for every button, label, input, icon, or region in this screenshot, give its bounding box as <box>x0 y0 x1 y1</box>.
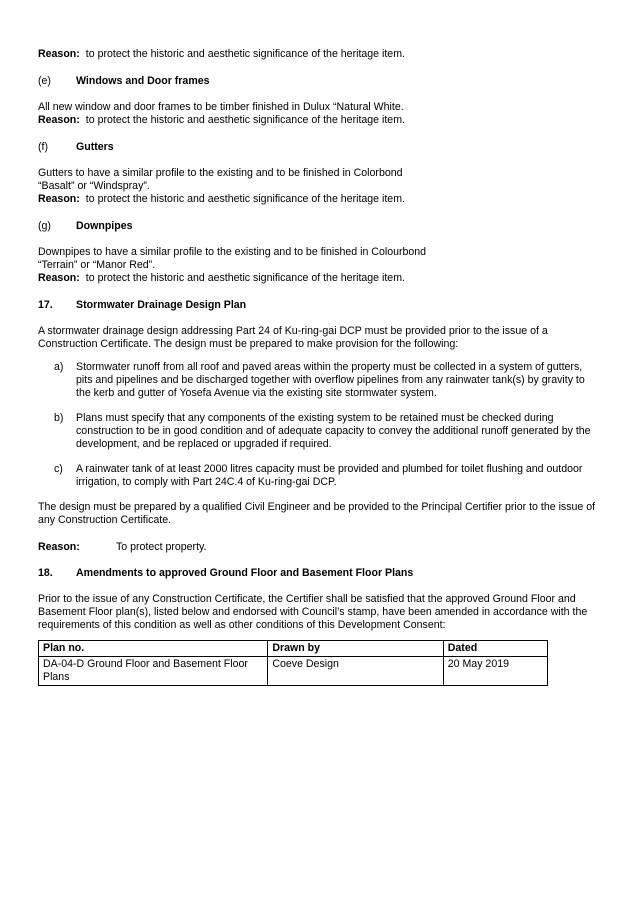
list-item <box>54 412 600 451</box>
table-cell: 20 May 2019 <box>443 657 547 686</box>
section-17-closing: The design must be prepared by a qualified Civil Engineer and be provided to the Principal Certifier prior to the issue of any Construction Certificate. <box>38 501 596 526</box>
paragraph-line: “Basalt” or “Windspray”. <box>38 180 150 192</box>
list-item-text: Plans must specify that any components of the existing system to be retained must be checked during construction to be in good condition and of adequate capacity to convey the additional runoff generated by the development, and be replaced or upgraded if required. <box>76 412 591 450</box>
paragraph-f <box>38 167 600 193</box>
column-header-plan-no: Plan no. <box>39 641 268 657</box>
list-item-text: Stormwater runoff from all roof and paved areas within the property must be collected in a system of gutters, pits and pipelines and be discharged together with overflow pipelines from any rainwater tank(s) by gravity to the kerb and gutter of Yosefa Avenue via the existing site stormwater system. <box>76 361 585 399</box>
document-page <box>38 48 600 686</box>
paragraph-e: All new window and door frames to be timber finished in Dulux “Natural White. <box>38 101 404 113</box>
table-cell: DA-04-D Ground Floor and Basement Floor Plans <box>39 657 268 686</box>
section-17-list <box>54 361 600 489</box>
section-17-intro: A stormwater drainage design addressing Part 24 of Ku-ring-gai DCP must be provided prior to the issue of a Construction Certificate. The design must be prepared to make provision for the following: <box>38 325 548 350</box>
reason-label: Reason: <box>38 272 80 284</box>
reason-text: to protect the historic and aesthetic significance of the heritage item. <box>85 48 405 60</box>
subheading-title: Gutters <box>76 141 114 153</box>
reason-e <box>38 114 600 127</box>
subheading-g <box>38 220 600 232</box>
section-17-heading <box>38 299 600 311</box>
reason-label: Reason: <box>38 193 80 205</box>
table-row <box>39 657 548 686</box>
section-number: 17. <box>38 299 53 311</box>
subheading-number: (g) <box>38 220 51 232</box>
section-title: Amendments to approved Ground Floor and Basement Floor Plans <box>76 567 414 579</box>
subheading-number: (f) <box>38 141 48 153</box>
reason-text: To protect property. <box>116 541 207 553</box>
subheading-e <box>38 75 600 87</box>
subheading-f <box>38 141 600 153</box>
plans-table <box>38 640 548 686</box>
list-item-text: A rainwater tank of at least 2000 litres capacity must be provided and plumbed for toilet flushing and outdoor irrigation, to comply with Part 24C.4 of Ku-ring-gai DCP. <box>76 463 583 488</box>
column-header-dated: Dated <box>443 641 547 657</box>
paragraph-g <box>38 246 600 272</box>
list-item-label: c) <box>54 463 63 475</box>
reason-17 <box>38 541 600 553</box>
reason-text: to protect the historic and aesthetic significance of the heritage item. <box>85 272 405 284</box>
reason-d <box>38 48 600 61</box>
paragraph-line: Gutters to have a similar profile to the existing and to be finished in Colorbond <box>38 167 403 179</box>
reason-label: Reason: <box>38 541 80 553</box>
section-number: 18. <box>38 567 53 579</box>
column-header-drawn-by: Drawn by <box>268 641 443 657</box>
subheading-title: Windows and Door frames <box>76 75 210 87</box>
paragraph-line: Downpipes to have a similar profile to the existing and to be finished in Colourbond <box>38 246 427 258</box>
reason-label: Reason: <box>38 48 80 60</box>
subheading-title: Downpipes <box>76 220 133 232</box>
reason-text: to protect the historic and aesthetic significance of the heritage item. <box>85 114 405 126</box>
reason-g <box>38 272 600 285</box>
list-item <box>54 463 600 489</box>
list-item-label: b) <box>54 412 64 424</box>
list-item <box>54 361 600 400</box>
table-cell: Coeve Design <box>268 657 443 686</box>
section-title: Stormwater Drainage Design Plan <box>76 299 247 311</box>
section-18-heading <box>38 567 600 579</box>
subheading-number: (e) <box>38 75 51 87</box>
paragraph-line: “Terrain” or “Manor Red”. <box>38 259 156 271</box>
reason-f <box>38 193 600 206</box>
reason-text: to protect the historic and aesthetic significance of the heritage item. <box>85 193 405 205</box>
section-18-intro: Prior to the issue of any Construction Certificate, the Certifier shall be satisfied that the approved Ground Floor and Basement Floor plan(s), listed below and endorsed with Council’s stamp, have been amended in accordance with the requirements of this condition as well as other conditions of this Development Consent: <box>38 593 588 631</box>
list-item-label: a) <box>54 361 64 373</box>
reason-label: Reason: <box>38 114 80 126</box>
table-header-row <box>39 641 548 657</box>
